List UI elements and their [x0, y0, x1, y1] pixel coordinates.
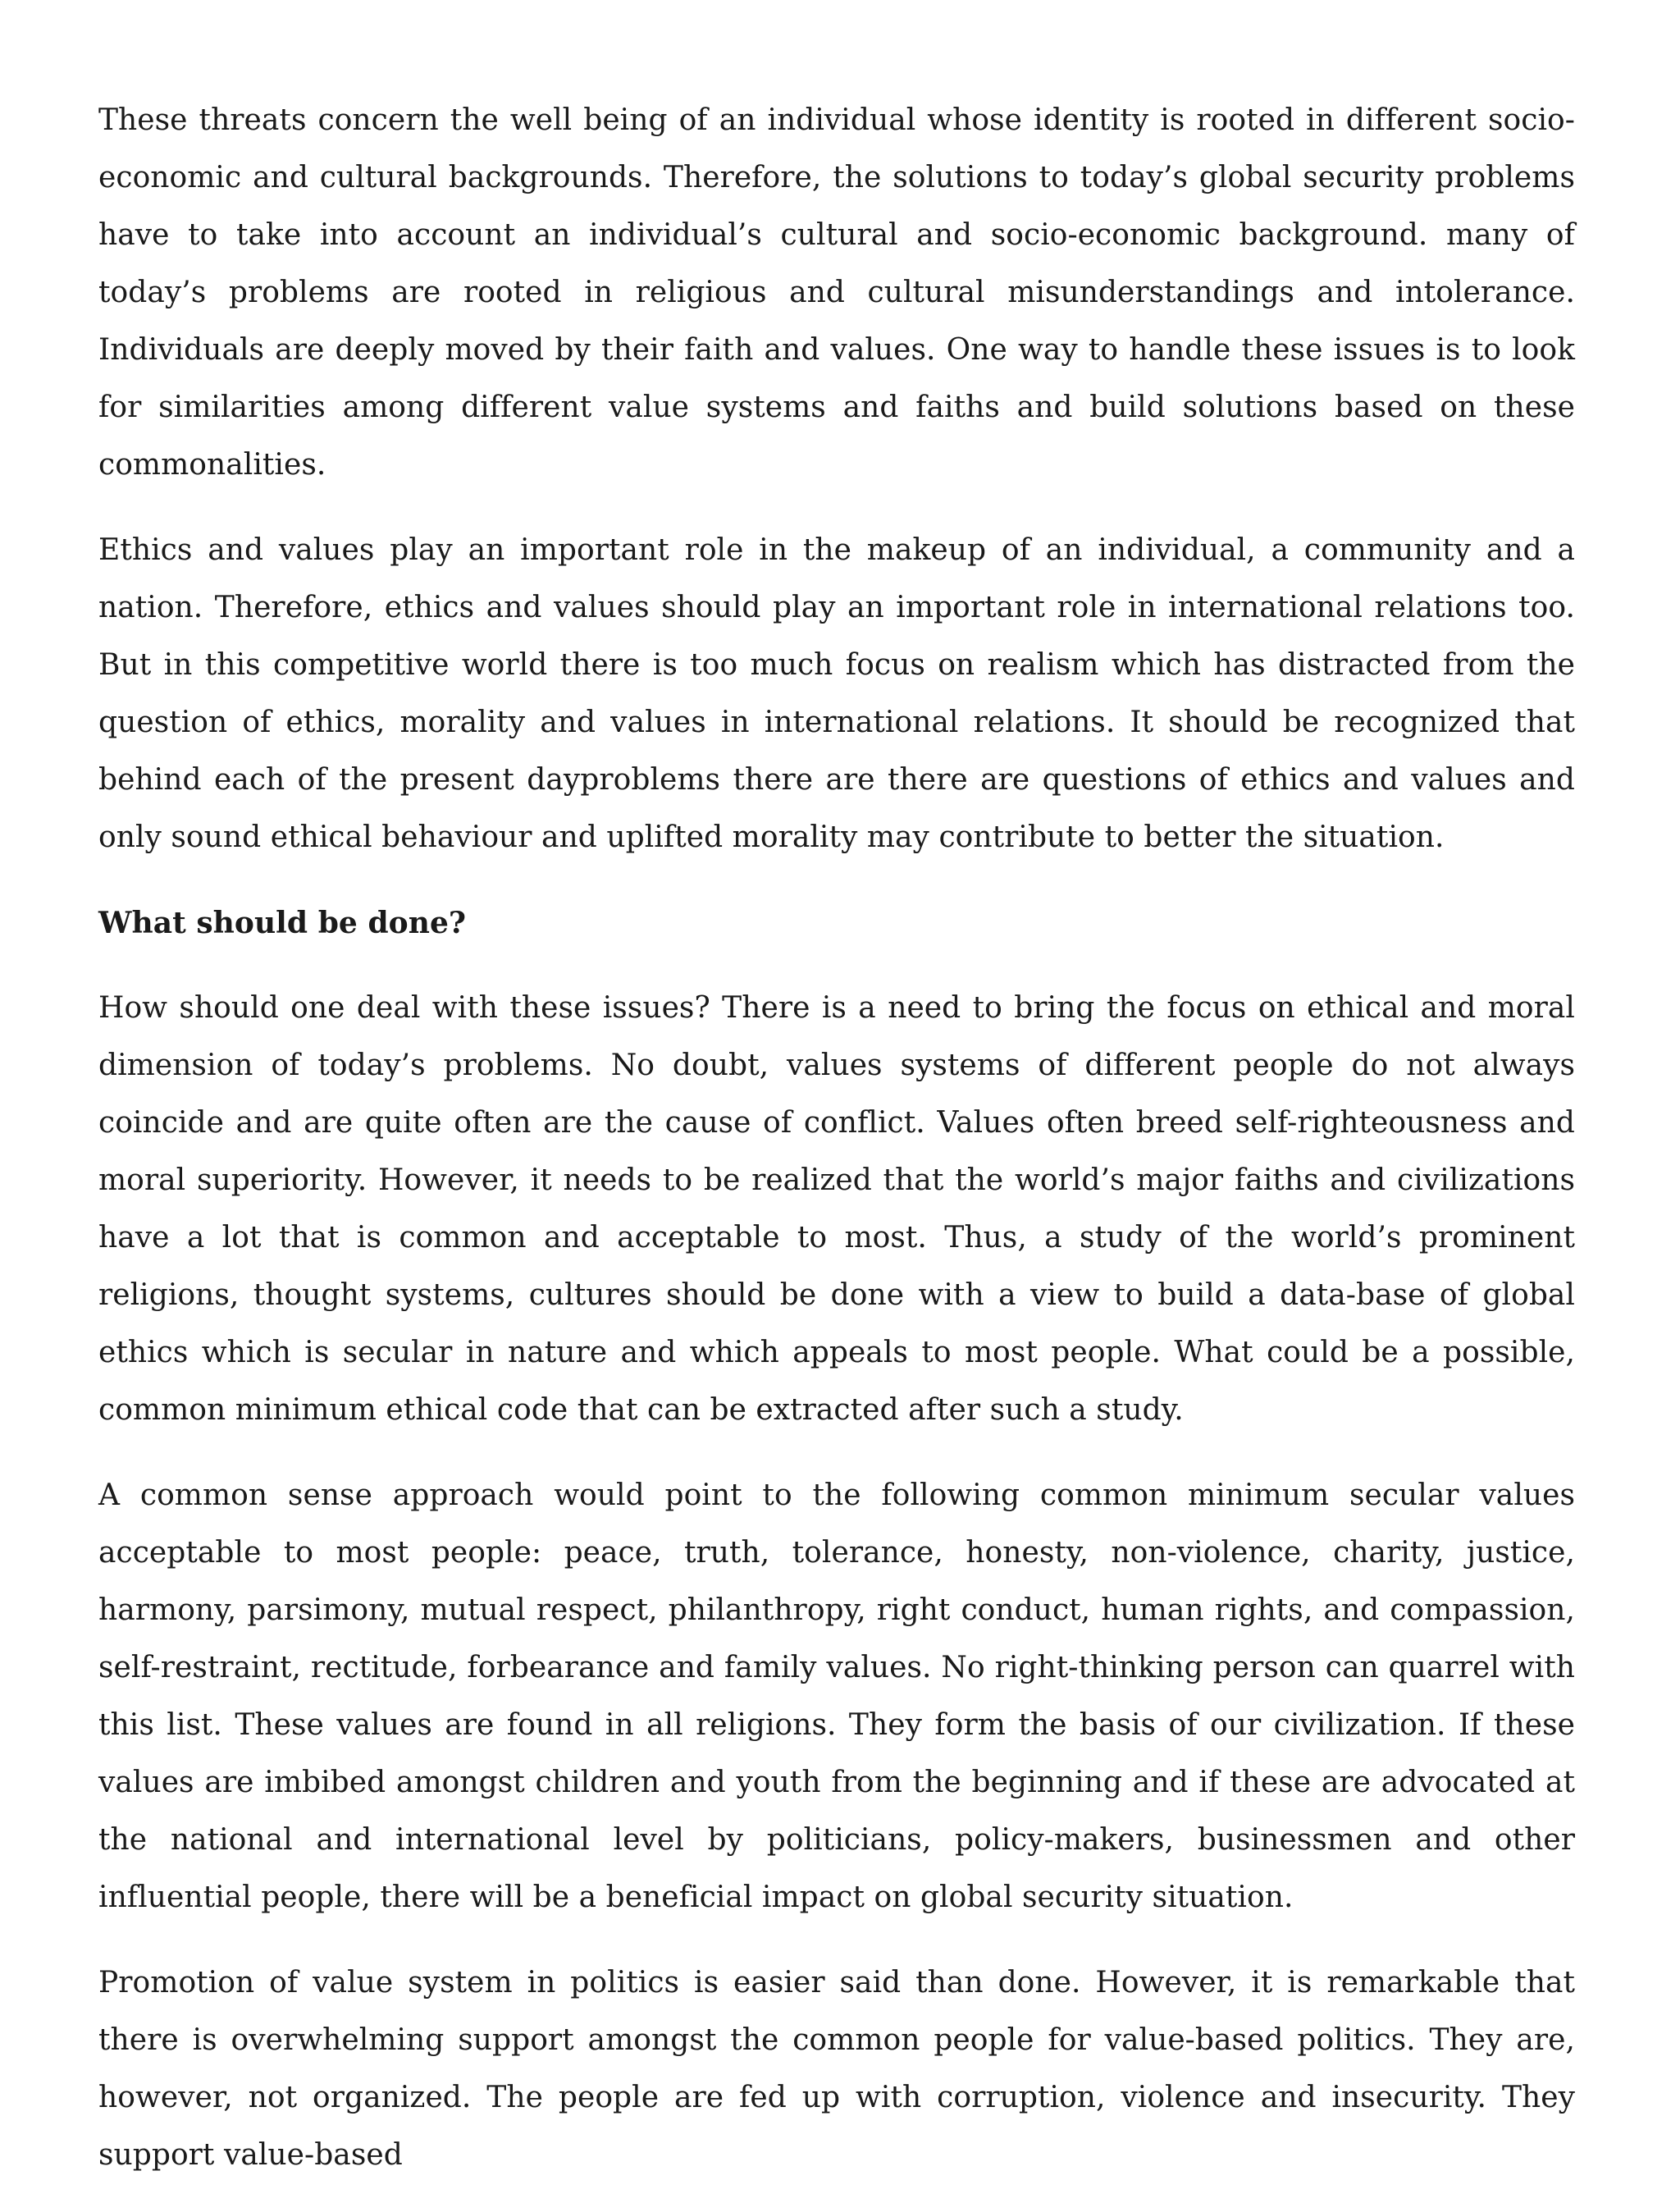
- paragraph-value-politics: Promotion of value system in politics is easier said than done. However, it is remarkable that there is overwhelming support amongst the common people for value-based politics. They are, however, not organized. The people are fed up with corruption, violence and insecurity. They support value-based: [98, 1966, 1575, 2172]
- paragraph-threats: These threats concern the well being of an individual whose identity is rooted in different socio-economic and cultural backgrounds. Therefore, the solutions to today’s global security problems have to take into account an individual’s cultural and socio-economic background. many of today’s problems are rooted in religious and cultural misunderstandings and intolerance. Individuals are deeply moved by their faith and values. One way to handle these issues is to look for similarities among different value systems and faiths and build solutions based on these commonalities.: [98, 103, 1575, 482]
- paragraph-how-to-deal: How should one deal with these issues? There is a need to bring the focus on ethical and moral dimension of today’s problems. No doubt, values systems of different people do not always coincide and are quite often are the cause of conflict. Values often breed self-righteousness and moral superiority. However, it needs to be realized that the world’s major faiths and civilizations have a lot that is common and acceptable to most. Thus, a study of the world’s prominent religions, thought systems, cultures should be done with a view to build a data-base of global ethics which is secular in nature and which appeals to most people. What could be a possible, common minimum ethical code that can be extracted after such a study.: [98, 991, 1575, 1427]
- document-page: [98, 92, 1575, 2212]
- paragraph-ethics-values: Ethics and values play an important role in the makeup of an individual, a community and a nation. Therefore, ethics and values should play an important role in international relations too. But in this competitive world there is too much focus on realism which has distracted from the question of ethics, morality and values in international relations. It should be recognized that behind each of the present dayproblems there are there are questions of ethics and values and only sound ethical behaviour and uplifted morality may contribute to better the situation.: [98, 533, 1575, 854]
- section-heading: What should be done?: [98, 906, 467, 940]
- paragraph-common-values: A common sense approach would point to the following common minimum secular values acceptable to most people: peace, truth, tolerance, honesty, non-violence, charity, justice, harmony, parsimony, mutual respect, philanthropy, right conduct, human rights, and compassion, self-restraint, rectitude, forbearance and family values. No right-thinking person can quarrel with this list. These values are found in all religions. They form the basis of our civilization. If these values are imbibed amongst children and youth from the beginning and if these are advocated at the national and international level by politicians, policy-makers, businessmen and other influential people, there will be a beneficial impact on global security situation.: [98, 1478, 1575, 1914]
